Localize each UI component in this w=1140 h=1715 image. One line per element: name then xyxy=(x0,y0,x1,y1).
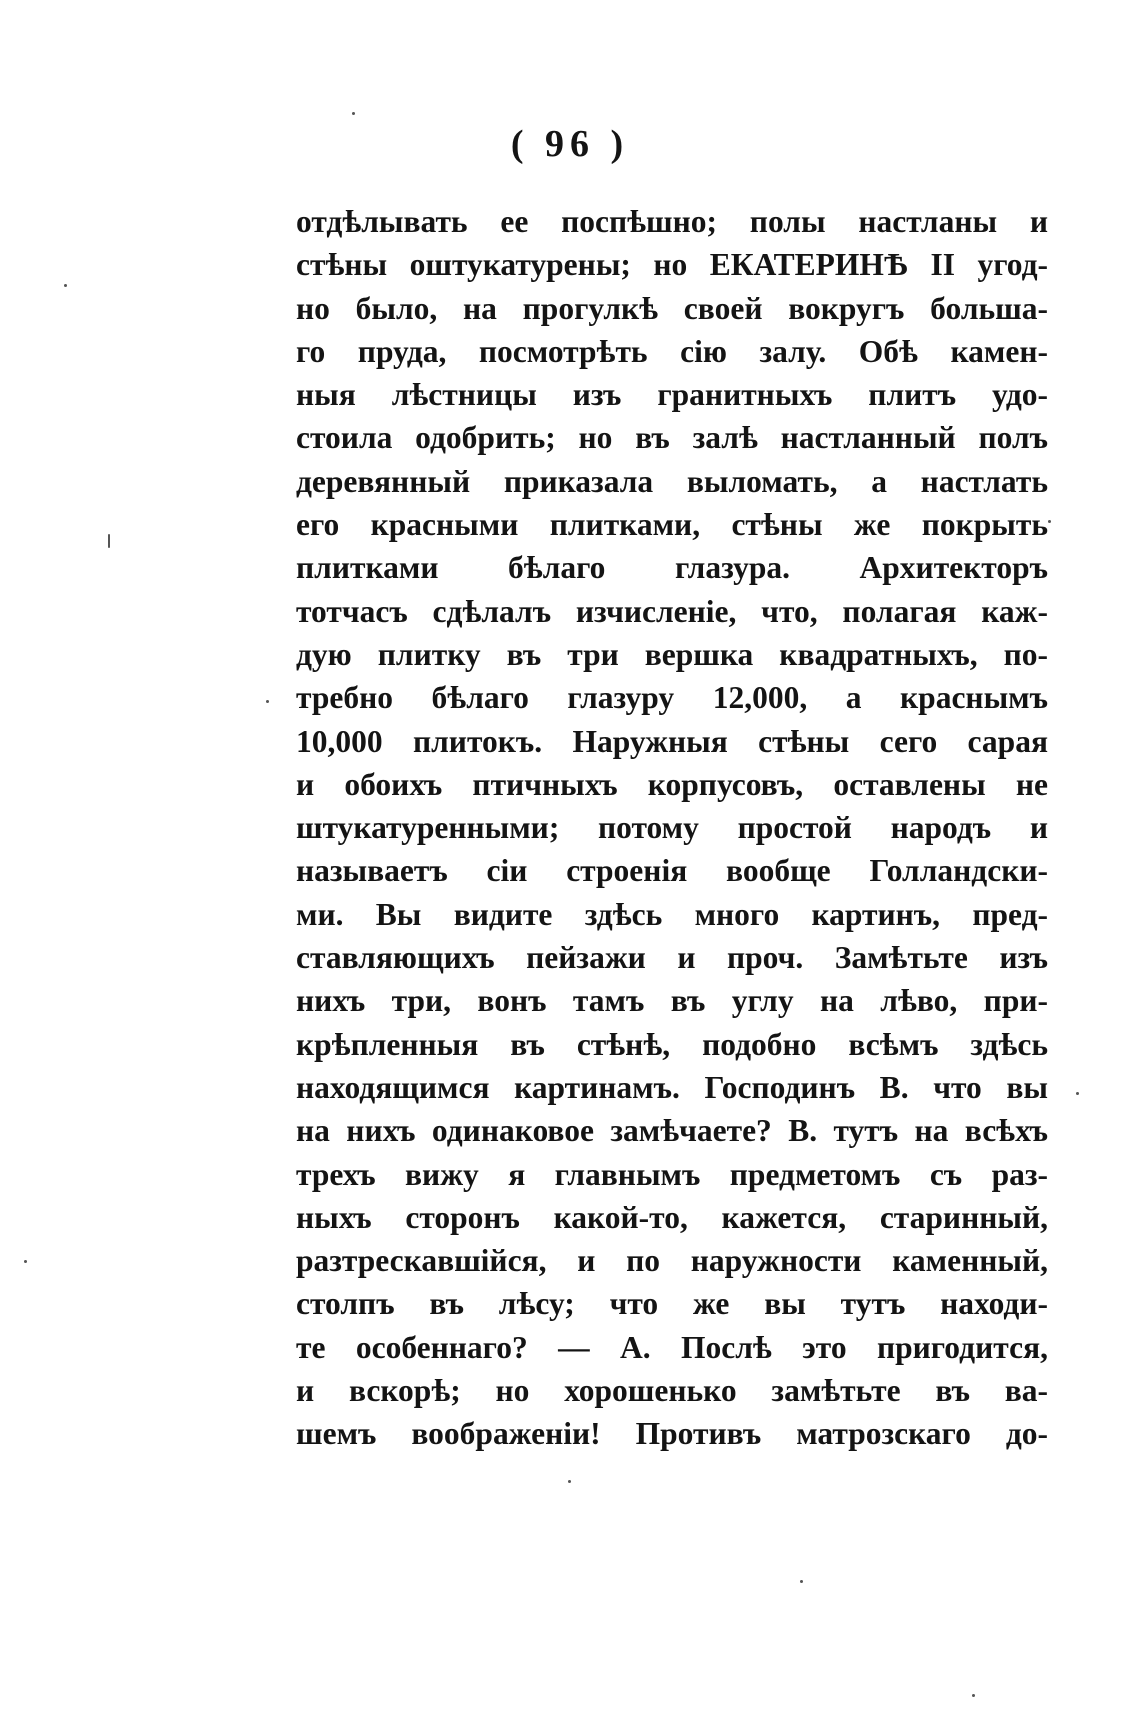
scan-speck xyxy=(1076,1092,1079,1095)
page-number: ( 96 ) xyxy=(510,123,630,165)
text-line-4: го пруда, посмотрѣть сiю залу. Обѣ камен- xyxy=(296,333,1048,369)
text-line-26: столпъ въ лѣсу; что же вы тутъ находи- xyxy=(296,1286,1048,1322)
text-line-22: на нихъ одинаковое замѣчаете? В. тутъ на всѣхъ xyxy=(296,1113,1048,1149)
text-line-29: шемъ воображенiи! Противъ матрозскаго до- xyxy=(296,1416,1048,1452)
text-line-28: и вскорѣ; но хорошенько замѣтьте въ ва- xyxy=(296,1373,1048,1409)
text-line-1: отдѣлывать ее поспѣшно; полы настланы и xyxy=(296,204,1048,239)
scan-speck xyxy=(568,1480,571,1483)
text-line-11: дую плитку въ три вершка квадратныхъ, по- xyxy=(296,636,1048,672)
text-line-14: и обоихъ птичныхъ корпусовъ, оставлены не xyxy=(296,766,1048,802)
text-line-17: ми. Вы видите здѣсь много картинъ, пред- xyxy=(296,896,1048,932)
scan-speck xyxy=(800,1580,803,1583)
text-line-23: трехъ вижу я главнымъ предметомъ съ раз- xyxy=(296,1156,1048,1192)
text-line-16: называетъ сiи строенiя вообще Голландски- xyxy=(296,853,1048,889)
text-line-13: 10,000 плитокъ. Наружныя стѣны сего сарая xyxy=(296,723,1048,759)
text-line-8: его красными плитками, стѣны же покрыть xyxy=(296,507,1048,543)
scan-speck xyxy=(972,1694,975,1697)
text-line-27: те особеннаго? — А. Послѣ это пригодится, xyxy=(296,1329,1048,1365)
scan-speck xyxy=(24,1260,27,1263)
text-line-10: тотчасъ сдѣлалъ изчисленiе, что, полагая каж- xyxy=(296,593,1048,629)
text-line-3: но было, на прогулкѣ своей вокругъ большa- xyxy=(296,290,1048,326)
scan-speck xyxy=(108,534,110,548)
text-line-24: ныхъ сторонъ какой-то, кажется, старинный, xyxy=(296,1199,1048,1235)
text-line-12: требно бѣлаго глазуру 12,000, а краснымъ xyxy=(296,680,1048,716)
text-line-21: находящимся картинамъ. Господинъ В. что вы xyxy=(296,1069,1048,1105)
text-line-19: нихъ три, вонъ тамъ въ углу на лѣво, при- xyxy=(296,983,1048,1019)
scan-speck xyxy=(352,112,355,115)
text-line-2: стѣны оштукатурены; но ЕКАТЕРИНѢ II угод- xyxy=(296,247,1048,283)
text-line-5: ныя лѣстницы изъ гранитныхъ плитъ удо- xyxy=(296,377,1048,413)
text-line-7: деревянный приказала выломать, а настлать xyxy=(296,463,1048,499)
scan-speck xyxy=(1048,520,1051,523)
scan-speck xyxy=(266,700,269,703)
text-line-25: разтрескавшiйся, и по наружности каменный, xyxy=(296,1243,1048,1279)
text-line-9: плитками бѣлаго глазура. Архитекторъ xyxy=(296,550,1048,586)
text-line-6: стоила одобрить; но въ залѣ настланный полъ xyxy=(296,420,1048,456)
text-line-15: штукатуренными; потому простой народъ и xyxy=(296,810,1048,846)
body-text xyxy=(296,200,1048,1456)
scan-speck xyxy=(64,284,67,287)
text-line-18: ставляющихъ пейзажи и проч. Замѣтьте изъ xyxy=(296,940,1048,976)
text-line-20: крѣпленныя въ стѣнѣ, подобно всѣмъ здѣсь xyxy=(296,1026,1048,1062)
